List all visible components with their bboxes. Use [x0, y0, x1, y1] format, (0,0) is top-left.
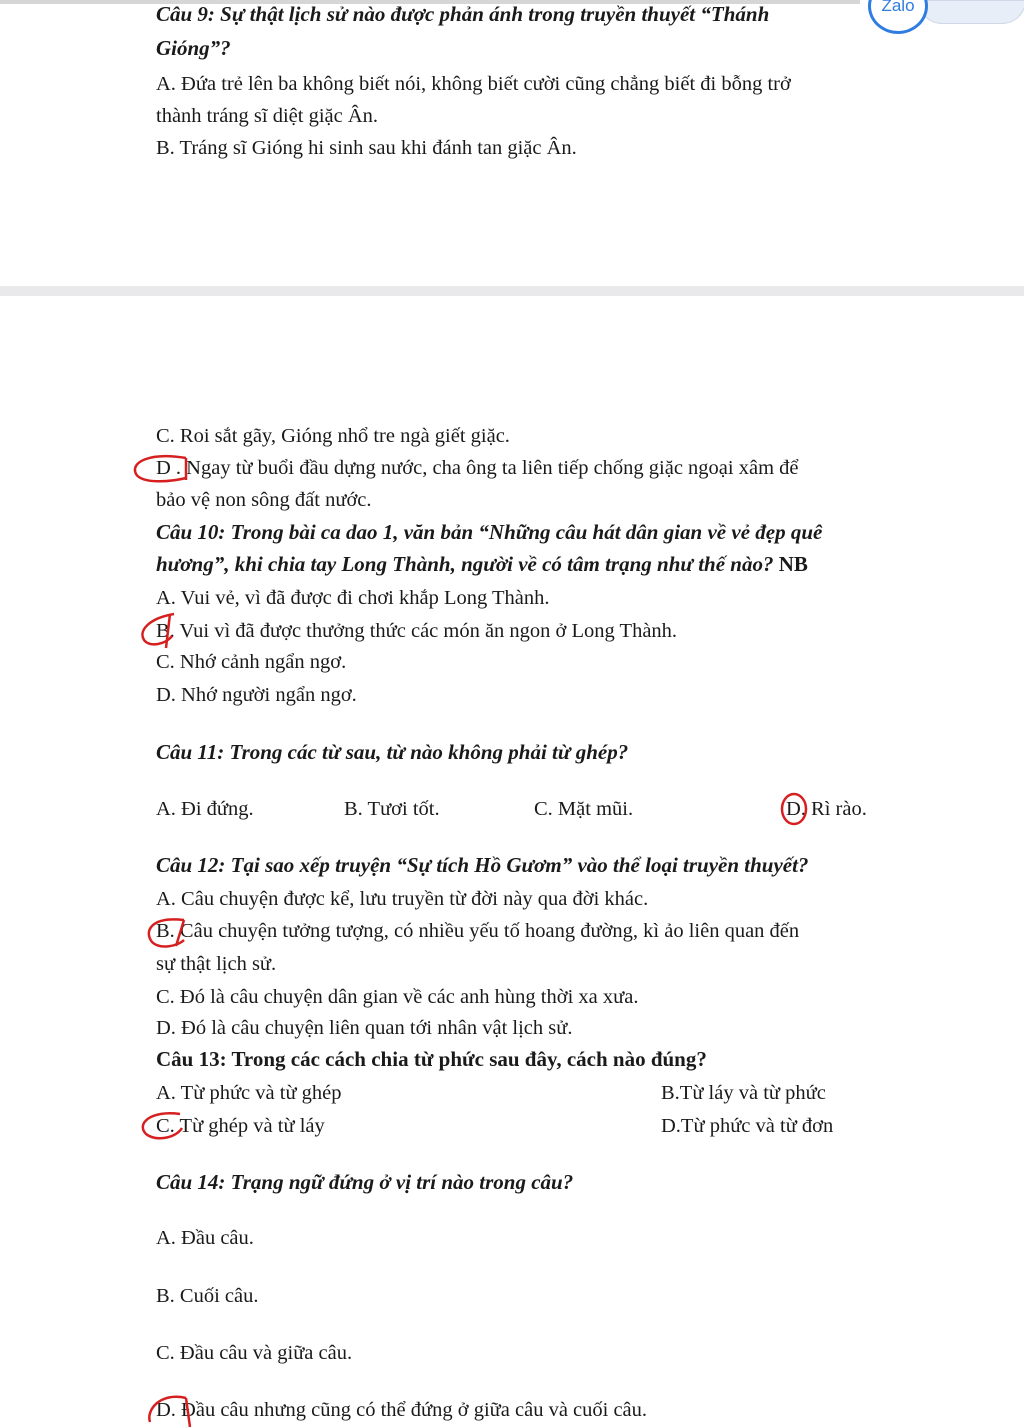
q11-title: Câu 11: Trong các từ sau, từ nào không phải từ ghép? [156, 740, 629, 764]
q11-option-a: A. Đi đứng. [156, 798, 254, 820]
q10-level: NB [778, 552, 808, 576]
q9-option-a-line-1: A. Đứa trẻ lên ba không biết nói, không biết cười cũng chẳng biết đi bỗng trở [156, 73, 791, 95]
q10-title-line-2 [156, 550, 808, 578]
decorative-banner [918, 0, 1024, 24]
q11-option-b: B. Tươi tốt. [344, 798, 440, 820]
q12-title: Câu 12: Tại sao xếp truyện “Sự tích Hồ Gươm” vào thể loại truyền thuyết? [156, 853, 809, 877]
q13-title: Câu 13: Trong các cách chia từ phức sau đây, cách nào đúng? [156, 1047, 707, 1071]
page-break [0, 286, 1024, 296]
q14-option-a: A. Đầu câu. [156, 1227, 254, 1249]
q13-option-a: A. Từ phức và từ ghép [156, 1082, 342, 1104]
q13-option-c: C. Từ ghép và từ láy [156, 1115, 325, 1137]
q9-option-d-line-2: bảo vệ non sông đất nước. [156, 489, 372, 511]
q13-option-b: B.Từ láy và từ phức [661, 1082, 826, 1104]
q9-option-c: C. Roi sắt gãy, Gióng nhổ tre ngà giết giặc. [156, 425, 510, 447]
q12-option-c: C. Đó là câu chuyện dân gian về các anh hùng thời xa xưa. [156, 986, 639, 1008]
q10-title-line-1: Câu 10: Trong bài ca dao 1, văn bản “Những câu hát dân gian về vẻ đẹp quê [156, 520, 823, 544]
q11-option-c: C. Mặt mũi. [534, 798, 634, 820]
q14-option-d: D. Đầu câu nhưng cũng có thể đứng ở giữa câu và cuối câu. [156, 1399, 648, 1421]
q10-option-b: B. Vui vì đã được thưởng thức các món ăn ngon ở Long Thành. [156, 620, 678, 642]
q12-option-b-line-1: B. Câu chuyện tưởng tượng, có nhiều yếu tố hoang đường, kì ảo liên quan đến [156, 920, 800, 942]
q12-option-d: D. Đó là câu chuyện liên quan tới nhân vật lịch sử. [156, 1017, 573, 1039]
q13-option-d: D.Từ phức và từ đơn [661, 1115, 834, 1137]
q9-option-b: B. Tráng sĩ Gióng hi sinh sau khi đánh tan giặc Ân. [156, 137, 577, 159]
q9-title-line-1: Câu 9: Sự thật lịch sử nào được phản ánh trong truyền thuyết “Thánh [156, 2, 770, 26]
q9-title-line-2: Gióng”? [156, 36, 231, 60]
q12-option-b-line-2: sự thật lịch sử. [156, 953, 277, 975]
q10-option-a: A. Vui vẻ, vì đã được đi chơi khắp Long Thành. [156, 587, 550, 609]
q11-option-d: D. Rì rào. [786, 798, 867, 820]
q10-option-c: C. Nhớ cảnh ngẩn ngơ. [156, 651, 347, 673]
q10-title-text: hương”, khi chia tay Long Thành, người về có tâm trạng như thế nào? [156, 552, 774, 576]
zalo-logo-text: Zalo [881, 0, 915, 15]
q10-option-d: D. Nhớ người ngẩn ngơ. [156, 684, 357, 706]
q14-title: Câu 14: Trạng ngữ đứng ở vị trí nào trong câu? [156, 1170, 574, 1194]
q12-option-a: A. Câu chuyện được kể, lưu truyền từ đời này qua đời khác. [156, 888, 649, 910]
q14-option-b: B. Cuối câu. [156, 1285, 259, 1307]
zalo-logo [868, 0, 928, 34]
q9-option-d-line-1: D . Ngay từ buổi đầu dựng nước, cha ông ta liên tiếp chống giặc ngoại xâm để [156, 457, 799, 479]
q9-option-a-line-2: thành tráng sĩ diệt giặc Ân. [156, 105, 379, 127]
q14-option-c: C. Đầu câu và giữa câu. [156, 1342, 353, 1364]
